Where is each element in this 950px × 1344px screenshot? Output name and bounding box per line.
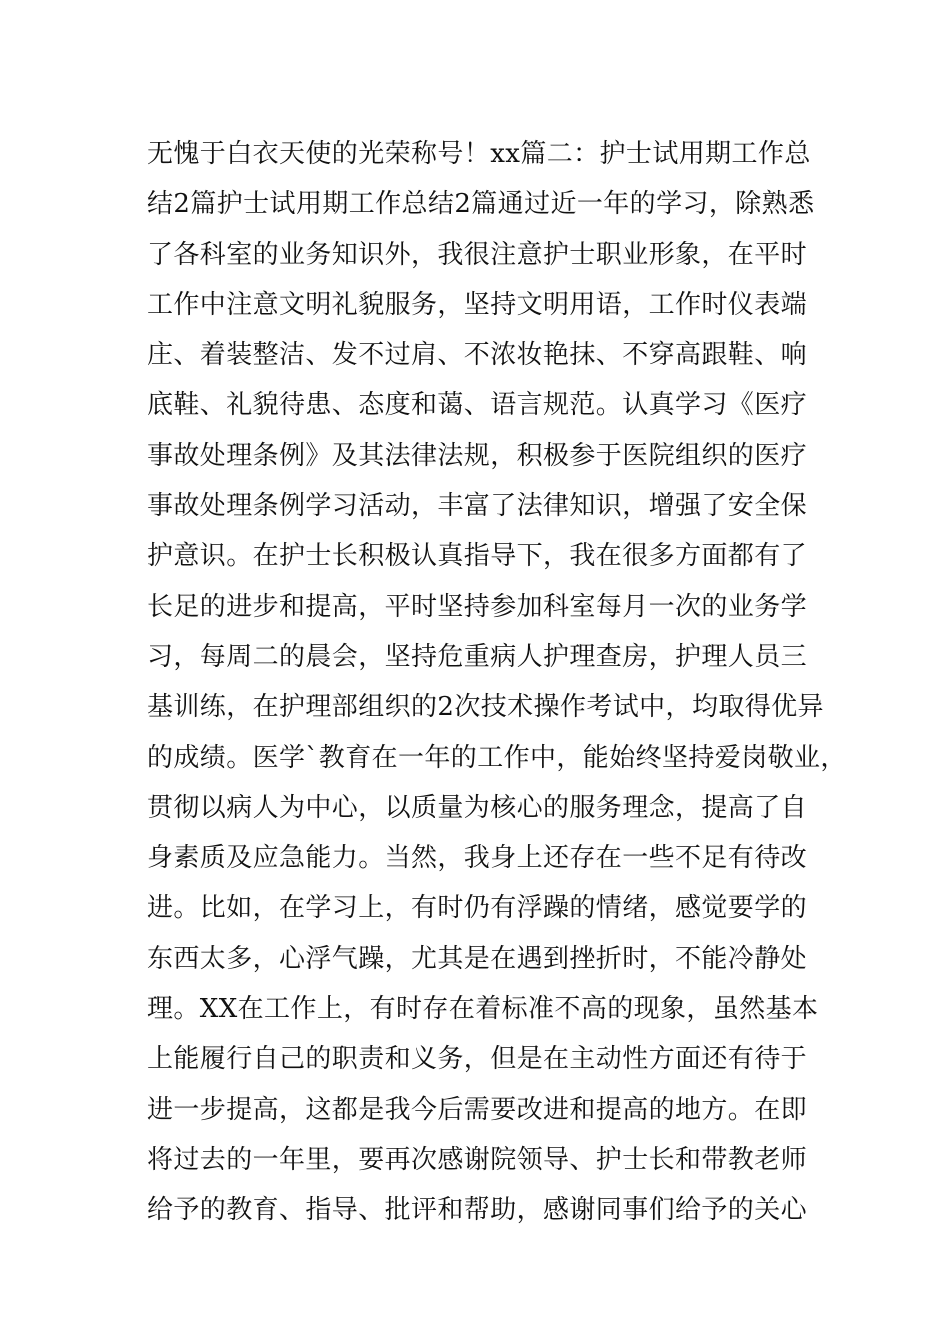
- text-line: 底鞋、礼貌待患、态度和蔼、语言规范。认真学习《医疗: [147, 390, 808, 421]
- text-line: 了各科室的业务知识外，我很注意护士职业形象，在平时: [147, 239, 808, 270]
- text-line: 工作中注意文明礼貌服务，坚持文明用语，工作时仪表端: [147, 289, 808, 320]
- text-line: 给予的教育、指导、批评和帮助，感谢同事们给予的关心: [147, 1195, 808, 1226]
- text-line: 习，每周二的晨会，坚持危重病人护理查房，护理人员三: [147, 641, 808, 672]
- text-line: 结2篇护士试用期工作总结2篇通过近一年的学习，除熟悉: [147, 189, 815, 220]
- text-line: 护意识。在护士长积极认真指导下，我在很多方面都有了: [147, 541, 808, 572]
- text-line: 东西太多，心浮气躁，尤其是在遇到挫折时，不能冷静处: [147, 943, 808, 974]
- text-line: 上能履行自己的职责和义务，但是在主动性方面还有待于: [147, 1044, 808, 1075]
- text-line: 长足的进步和提高，平时坚持参加科室每月一次的业务学: [147, 591, 808, 622]
- text-line: 身素质及应急能力。当然，我身上还存在一些不足有待改: [147, 843, 808, 874]
- text-line: 将过去的一年里，要再次感谢院领导、护士长和带教老师: [147, 1144, 808, 1175]
- text-line: 事故处理条例学习活动，丰富了法律知识，增强了安全保: [147, 491, 808, 522]
- text-line: 无愧于白衣天使的光荣称号！xx篇二：护士试用期工作总: [147, 139, 811, 169]
- text-line: 事故处理条例》及其法律法规，积极参于医院组织的医疗: [147, 440, 808, 471]
- text-line: 庄、着装整洁、发不过肩、不浓妆艳抹、不穿高跟鞋、响: [147, 340, 808, 371]
- text-line: 理。XX在工作上，有时存在着标准不高的现象，虽然基本: [147, 994, 819, 1025]
- text-line: 进一步提高，这都是我今后需要改进和提高的地方。在即: [147, 1094, 808, 1125]
- body-text: [147, 129, 847, 1236]
- text-line: 基训练，在护理部组织的2次技术操作考试中，均取得优异: [147, 692, 824, 723]
- text-line: 的成绩。医学`教育在一年的工作中，能始终坚持爱岗敬业，: [147, 742, 847, 773]
- text-line: 贯彻以病人为中心，以质量为核心的服务理念，提高了自: [147, 792, 808, 823]
- text-line: 进。比如，在学习上，有时仍有浮躁的情绪，感觉要学的: [147, 893, 808, 924]
